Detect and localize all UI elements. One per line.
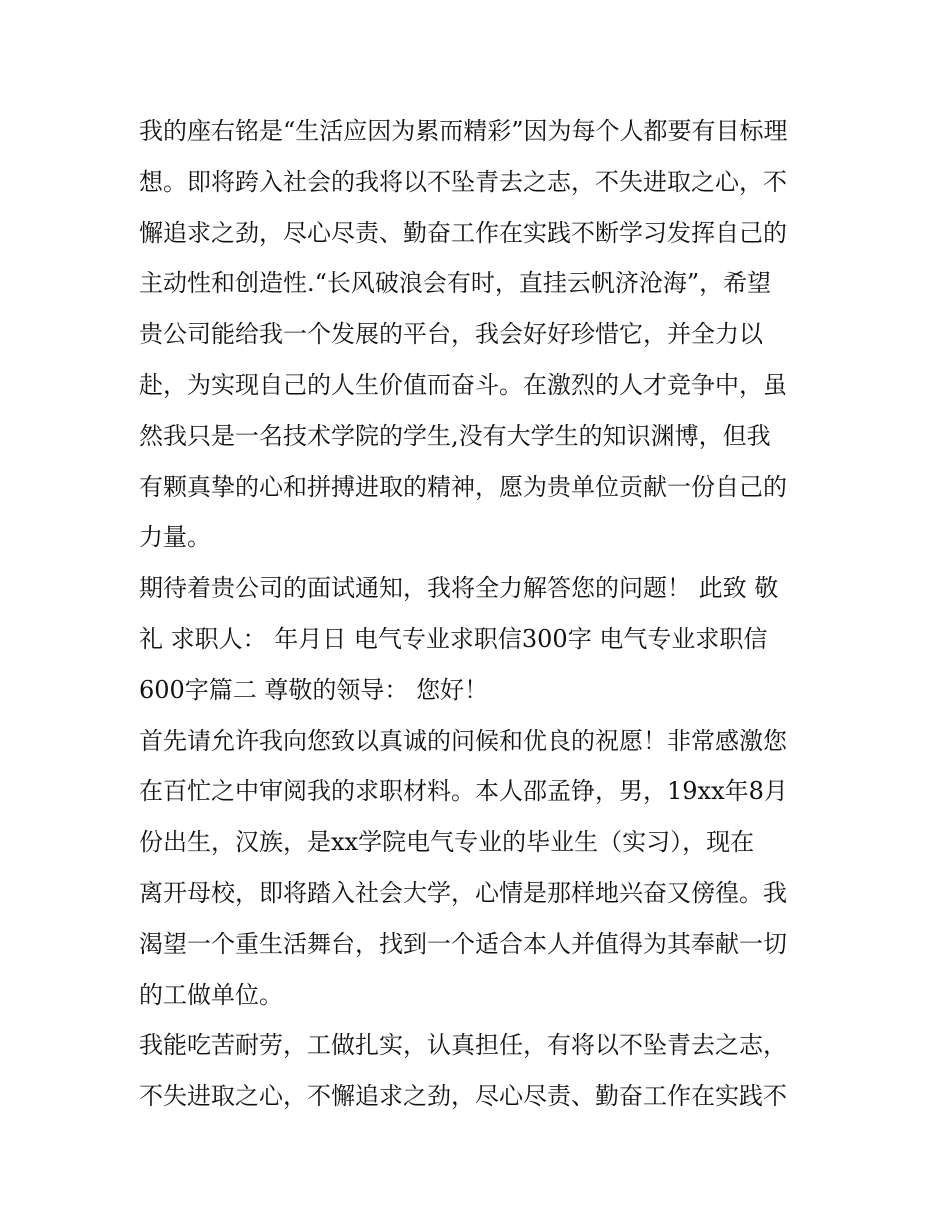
text-line: 在百忙之中审阅我的求职材料。本人邵孟铮，男，19xx年8月: [139, 777, 788, 806]
paragraph-introduction: [139, 716, 819, 1021]
text-line: 力量。: [139, 523, 211, 552]
paragraph-qualities: [139, 1020, 819, 1122]
text-line: 600字篇二 尊敬的领导： 您好！: [139, 675, 489, 704]
text-line: 想。即将跨入社会的我将以不坠青去之志，不失进取之心，不: [139, 167, 787, 196]
text-line: 懈追求之劲，尽心尽责、勤奋工作在实践不断学习发挥自己的: [139, 218, 787, 247]
text-line: 然我只是一名技术学院的学生,没有大学生的知识渊博，但我: [139, 421, 771, 450]
text-line: 赴，为实现自己的人生价值而奋斗。在激烈的人才竞争中，虽: [139, 370, 787, 399]
text-line: 离开母校，即将踏入社会大学，心情是那样地兴奋又傍徨。我: [139, 878, 787, 907]
text-line: 贵公司能给我一个发展的平台，我会好好珍惜它，并全力以: [139, 320, 763, 349]
text-line: 有颗真挚的心和拼搏进取的精神，愿为贵单位贡献一份自己的: [139, 472, 787, 501]
paragraph-closing: [139, 563, 819, 715]
text-line: 渴望一个重生活舞台，找到一个适合本人并值得为其奉献一切: [139, 929, 787, 958]
document-body: [139, 106, 819, 1122]
text-line: 首先请允许我向您致以真诚的问候和优良的祝愿！非常感激您: [139, 726, 787, 755]
paragraph-motto: [139, 106, 819, 563]
text-line: 的工做单位。: [139, 980, 283, 1009]
text-line: 礼 求职人： 年月日 电气专业求职信300字 电气专业求职信: [139, 624, 768, 653]
text-line: 不失进取之心，不懈追求之劲，尽心尽责、勤奋工作在实践不: [139, 1082, 787, 1111]
text-line: 主动性和创造性.“长风破浪会有时，直挂云帆济沧海”，希望: [139, 269, 772, 298]
text-line: 我能吃苦耐劳，工做扎实，认真担任，有将以不坠青去之志，: [139, 1031, 787, 1060]
text-line: 份出生，汉族，是xx学院电气专业的毕业生（实习），现在: [139, 828, 755, 857]
text-line: 期待着贵公司的面试通知，我将全力解答您的问题！ 此致 敬: [139, 574, 779, 603]
text-line: 我的座右铭是“生活应因为累而精彩”因为每个人都要有目标理: [139, 117, 788, 145]
